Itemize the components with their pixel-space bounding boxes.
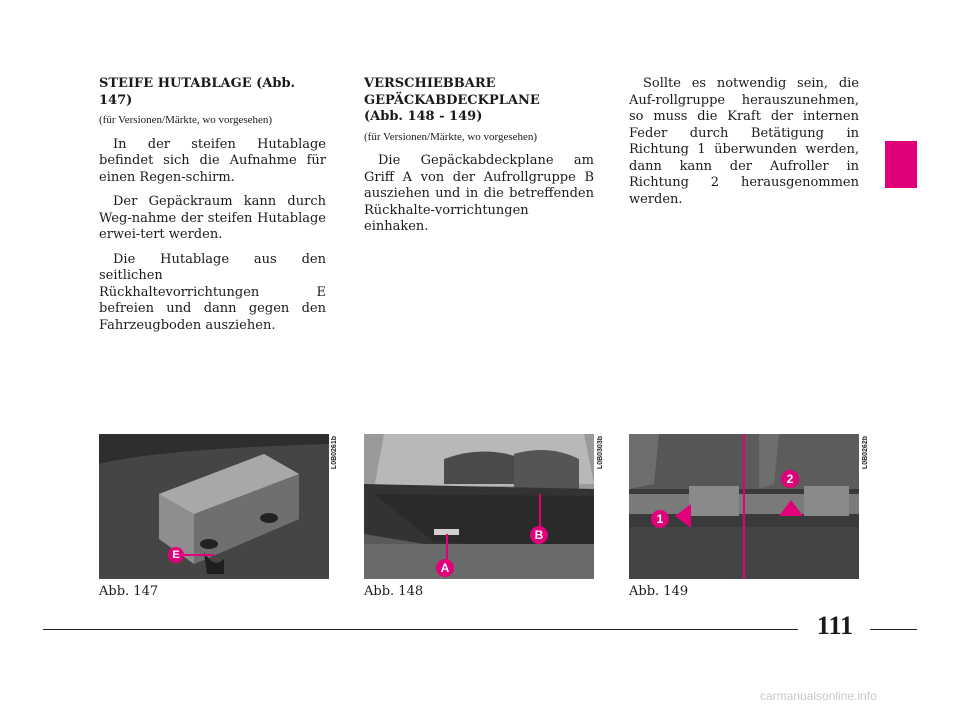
paragraph: Der Gepäckraum kann durch Weg-nahme der steifen Hutablage erwei-tert werden. (99, 194, 326, 242)
paragraph: Die Hutablage aus den seitlichen Rückhaltevorrichtungen E befreien und dann gegen den Fahrzeugboden ausziehen. (99, 251, 326, 333)
callout-1: 1 (651, 510, 669, 528)
column-right (629, 76, 859, 216)
paragraph: In der steifen Hutablage befindet sich die Aufnahme für einen Regen-schirm. (99, 136, 326, 185)
watermark: carmanualsonline.info (760, 689, 877, 703)
callout-b: B (530, 526, 548, 544)
page-number: 111 (816, 611, 854, 640)
footer-rule-left (43, 629, 798, 630)
section-heading-line1: VERSCHIEBBARE (364, 76, 496, 91)
paragraph: Die Gepäckabdeckplane am Griff A von der Aufrollgruppe B ausziehen und in die betreffenden Rückhalte-vorrichtungen einhaken. (364, 153, 594, 234)
split-divider (743, 434, 745, 579)
figure-caption: Abb. 148 (364, 584, 424, 599)
arrow-left-icon (675, 504, 691, 528)
callout-line (184, 554, 214, 556)
section-subheading: (für Versionen/Märkte, wo vorgesehen) (364, 130, 538, 143)
figure-caption: Abb. 149 (629, 584, 689, 599)
section-heading-line3: (Abb. 148 - 149) (364, 109, 483, 124)
callout-line (446, 534, 448, 562)
figure-code: L0B0261b (331, 436, 338, 470)
paragraph: Sollte es notwendig sein, die Auf-rollgruppe herauszunehmen, so muss die Kraft der internen Feder durch Betätigung in Richtung 1 überwunden werden, dann kann der Aufroller in Richtung 2 herausgenommen werden. (629, 76, 859, 207)
arrow-up-icon (779, 500, 803, 516)
callout-a: A (436, 559, 454, 577)
column-left (99, 76, 326, 342)
section-heading-hutablage: STEIFE HUTABLAGE (Abb. 147) (99, 76, 296, 108)
section-heading-line2: GEPÄCKABDECKPLANE (364, 92, 540, 108)
figure-149-image (629, 434, 859, 579)
figure-caption: Abb. 147 (99, 584, 159, 599)
column-middle (364, 76, 594, 244)
callout-2: 2 (781, 470, 799, 488)
section-subheading: (für Versionen/Märkte, wo vorgesehen) (99, 114, 273, 126)
chapter-tab-marker (885, 141, 917, 188)
figure-code: L0B0303b (597, 436, 604, 470)
callout-e: E (168, 547, 184, 563)
footer-rule-right (870, 629, 917, 630)
figure-147-image (99, 434, 329, 579)
figure-148-image (364, 434, 594, 579)
figure-code: L0B0262b (862, 436, 869, 470)
